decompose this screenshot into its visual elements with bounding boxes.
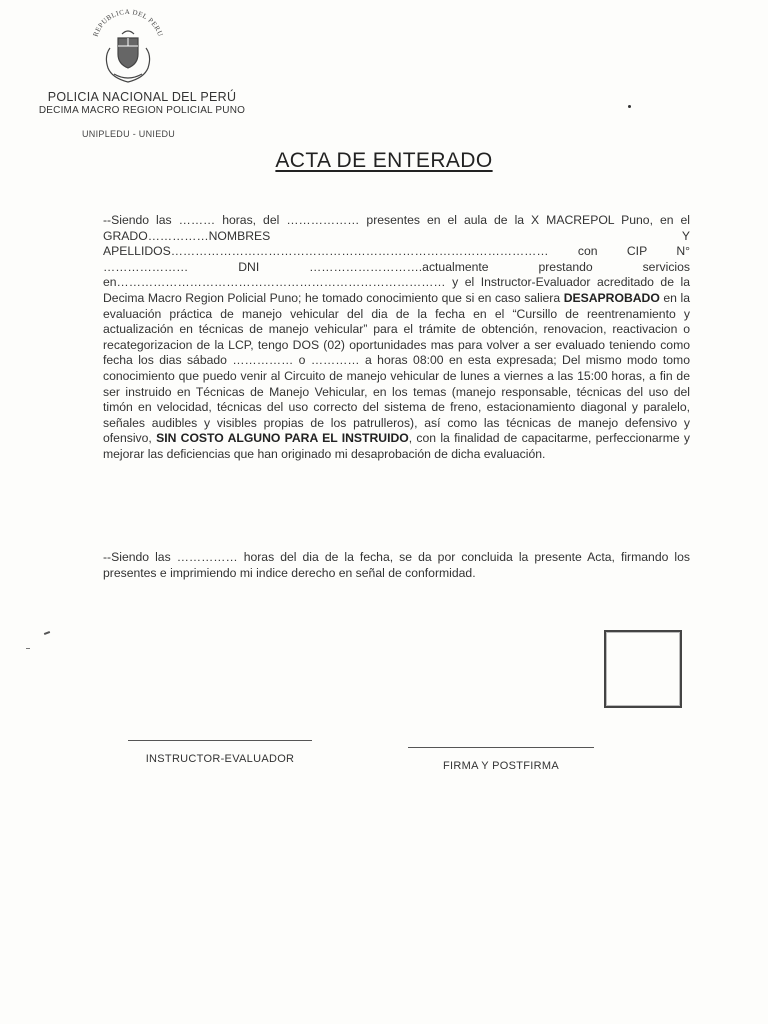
paragraph1-text-c: , con la finalidad de capacitarme, perfeccionarme y mejorar las deficiencias que han originado mi desaprobación de dicha evaluación. [103,431,690,461]
scan-mark [44,631,50,635]
svg-text:REPUBLICA DEL PERU [92,8,165,38]
paragraph1-bold-sin-costo: SIN COSTO ALGUNO PARA EL INSTRUIDO [156,431,409,446]
seal-text: REPUBLICA DEL PERU [91,7,165,38]
institution-header [22,90,262,116]
participant-signature-line [408,747,594,748]
paragraph1-bold-desaprobado: DESAPROBADO [563,290,660,305]
document-title [0,149,768,173]
region-name: DECIMA MACRO REGION POLICIAL PUNO [38,105,246,116]
closing-paragraph-text: --Siendo las …………… horas del dia de la fecha, se da por concluida la presente Acta, firmando los presentes e imprimiendo mi indice derecho en señal de conformidad. [103,550,690,580]
paragraph1-text-b: en la evaluación práctica de manejo vehicular del dia de la fecha en el “Cursillo de reentrenamiento y actualización en técnicas de manejo vehicular” para el trámite de obtención, renovacion, reactivacion o recategorizacion de la LCP, tengo DOS (02) oportunidades mas para volver a ser evaluado teniendo como fecha los dias sábado …………… o ………… a horas 08:00 en esta expresada; Del mismo modo tomo conocimiento que puedo venir al Circuito de manejo vehicular de lunes a viernes a las 15:00 horas, a fin de ser instruido en Técnicas de Manejo Vehicular, en los temas (manejo responsable, técnicas del uso del timón en velocidad, técnicas del uso correcto del sistema de freno, estacionamiento diagonal y paralelo, señales audibles y visibles propias de los patrulleros), así como las técnicas de manejo defensivo y ofensivo, [103,290,690,446]
fingerprint-box [604,630,682,708]
unit-name: UNIPLEDU - UNIEDU [82,129,176,139]
scan-mark [26,648,30,649]
document-title-text: ACTA DE ENTERADO [275,149,493,172]
instructor-signature-line [128,740,312,741]
participant-signature-label: FIRMA Y POSTFIRMA [443,760,559,772]
institution-name: POLICIA NACIONAL DEL PERÚ [47,90,237,104]
instructor-signature-label: INSTRUCTOR-EVALUADOR [145,753,295,765]
closing-paragraph [103,550,690,581]
scan-speck [628,105,631,108]
paragraph1-text-a: --Siendo las ……… horas, del ……………… presentes en el aula de la X MACREPOL Puno, en el GRADO……………NOMBRES Y APELLIDOS………………………………………………………………………………… con CIP N° ………………… DNI ……………………….actualmente prestando servicios en……………………………………………………………………… y el Instructor-Evaluador acreditado de la Decima Macro Region Policial Puno; he tomado conocimiento que si en caso saliera [103,213,690,305]
coat-of-arms-seal [88,4,168,88]
main-paragraph [103,213,690,463]
